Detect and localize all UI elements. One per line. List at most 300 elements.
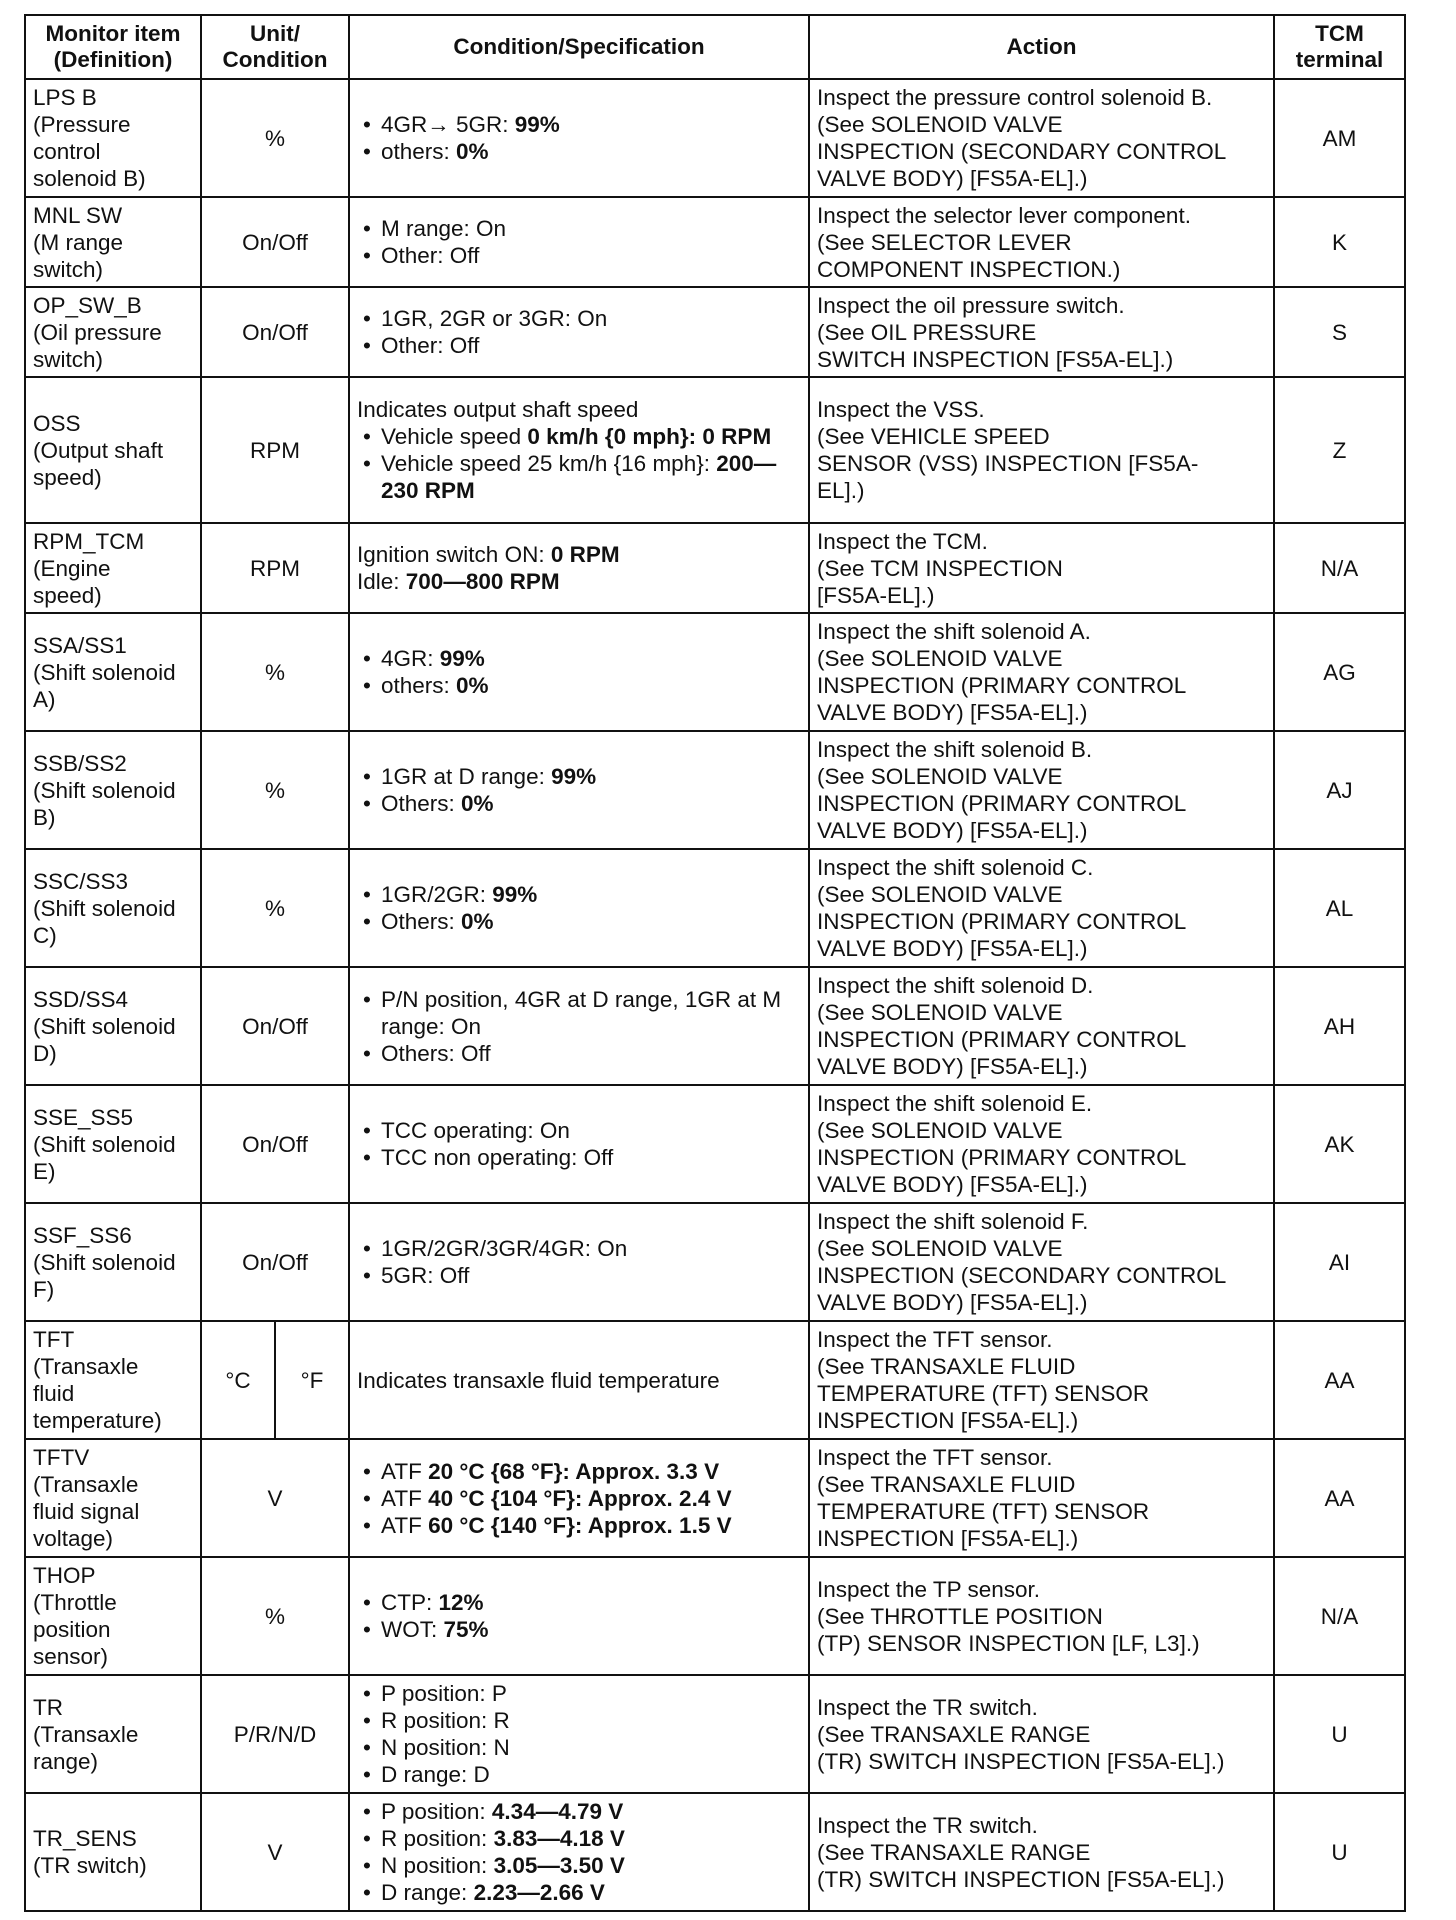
action-line: INSPECTION [FS5A-EL].) [817, 1408, 1079, 1433]
monitor-item-cell [25, 1439, 201, 1557]
monitor-item-definition: (Output shaft [33, 437, 164, 463]
monitor-item-cell [25, 1675, 201, 1793]
action-line: (See VEHICLE SPEED [817, 424, 1050, 449]
condition-text: R position: R [381, 1708, 510, 1733]
monitor-item-definition: A) [33, 686, 56, 712]
action-line: Inspect the oil pressure switch. [817, 292, 1125, 318]
table-row [25, 1439, 1405, 1557]
action-cell [809, 1321, 1274, 1439]
unit-cell: % [201, 613, 349, 731]
condition-text: P position: [381, 1799, 492, 1824]
condition-value: 0 km/h {0 mph}: 0 RPM [527, 424, 772, 449]
monitor-item-cell [25, 849, 201, 967]
monitor-item-definition: (Shift solenoid [33, 1249, 176, 1275]
table-body [25, 79, 1405, 1911]
list-item [381, 1680, 801, 1707]
table-row [25, 79, 1405, 197]
action-line: Inspect the TP sensor. [817, 1576, 1041, 1602]
action-line: (See TRANSAXLE RANGE [817, 1839, 1091, 1865]
unit-cell: On/Off [201, 1203, 349, 1321]
list-item [381, 1798, 801, 1825]
monitor-item-name: SSF_SS6 [33, 1222, 132, 1248]
action-line: Inspect the TCM. [817, 528, 988, 554]
unit-cell: On/Off [201, 967, 349, 1085]
condition-list [357, 423, 801, 504]
condition-cell [349, 1085, 809, 1203]
list-item [381, 790, 801, 817]
unit-cell: On/Off [201, 287, 349, 377]
condition-text: Others: Off [381, 1040, 491, 1066]
condition-cell [349, 613, 809, 731]
action-line: Inspect the shift solenoid D. [817, 973, 1094, 998]
monitor-item-name: LPS B [33, 85, 97, 110]
action-line: (See THROTTLE POSITION [817, 1603, 1103, 1629]
condition-value: 40 °C {104 °F}: Approx. 2.4 V [428, 1485, 732, 1511]
condition-value: 2.23—2.66 V [473, 1880, 605, 1905]
action-line: (TR) SWITCH INSPECTION [FS5A-EL].) [817, 1748, 1225, 1774]
list-item [381, 423, 801, 450]
table-row [25, 1557, 1405, 1675]
list-item [381, 450, 801, 504]
monitor-item-cell [25, 377, 201, 523]
condition-cell [349, 967, 809, 1085]
condition-value: 60 °C {140 °F}: Approx. 1.5 V [428, 1512, 732, 1538]
list-item [381, 672, 801, 699]
monitor-item-definition: D) [33, 1040, 57, 1066]
spec-page [24, 14, 1404, 1912]
condition-text: P position: P [381, 1681, 507, 1706]
monitor-item-definition: (Throttle [33, 1590, 117, 1615]
condition-text: Other: Off [381, 333, 480, 358]
action-line: INSPECTION (PRIMARY CONTROL [817, 909, 1187, 934]
action-line: Inspect the TR switch. [817, 1812, 1038, 1838]
list-item [381, 1761, 801, 1788]
list-item [381, 1589, 801, 1616]
condition-value: 0% [456, 139, 489, 164]
table-row [25, 1675, 1405, 1793]
tcm-terminal-cell: AM [1274, 79, 1405, 197]
condition-text: P/N position, 4GR at D range, 1GR at M range: On [381, 986, 782, 1039]
header-text: TCM [1315, 21, 1364, 46]
condition-value: 200—230 RPM [381, 451, 777, 503]
tcm-terminal-cell: AA [1274, 1321, 1405, 1439]
action-cell [809, 1203, 1274, 1321]
unit-cell: On/Off [201, 1085, 349, 1203]
list-item [381, 763, 801, 790]
list-item [381, 1262, 801, 1289]
monitor-item-definition: (Shift solenoid [33, 1013, 176, 1039]
condition-text: 5GR: Off [381, 1263, 470, 1288]
condition-cell [349, 1793, 809, 1911]
tcm-terminal-cell: Z [1274, 377, 1405, 523]
action-line: INSPECTION (PRIMARY CONTROL [817, 673, 1187, 698]
action-line: Inspect the TFT sensor. [817, 1445, 1053, 1470]
list-item [381, 908, 801, 935]
list-item [381, 986, 801, 1040]
condition-cell [349, 1557, 809, 1675]
condition-text: Ignition switch ON: [357, 542, 551, 567]
condition-text: Indicates output shaft speed [357, 397, 639, 422]
list-item [381, 242, 801, 269]
table-row [25, 377, 1405, 523]
condition-text: 1GR/2GR/3GR/4GR: On [381, 1236, 628, 1261]
monitor-item-cell [25, 967, 201, 1085]
monitor-item-cell [25, 79, 201, 197]
monitor-item-definition: (Shift solenoid [33, 659, 176, 685]
unit-cell: V [201, 1439, 349, 1557]
action-line: VALVE BODY) [FS5A-EL].) [817, 1054, 1088, 1079]
action-line: [FS5A-EL].) [817, 582, 935, 608]
action-line: SWITCH INSPECTION [FS5A-EL].) [817, 346, 1174, 372]
action-cell [809, 967, 1274, 1085]
action-line: Inspect the shift solenoid E. [817, 1091, 1093, 1116]
condition-text: Others: [381, 791, 462, 816]
monitor-item-name: SSC/SS3 [33, 868, 129, 894]
condition-text: ATF [381, 1485, 429, 1511]
monitor-item-definition: position [33, 1617, 111, 1642]
list-item [381, 1235, 801, 1262]
tcm-terminal-cell: K [1274, 197, 1405, 287]
monitor-item-cell [25, 1203, 201, 1321]
action-line: (See SOLENOID VALVE [817, 1236, 1063, 1261]
condition-text: 1GR, 2GR or 3GR: On [381, 306, 608, 331]
list-item [381, 215, 801, 242]
monitor-item-definition: solenoid B) [33, 166, 146, 191]
unit-cell: % [201, 1557, 349, 1675]
monitor-item-name: THOP [33, 1563, 96, 1588]
action-line: INSPECTION (PRIMARY CONTROL [817, 1027, 1187, 1052]
monitor-item-definition: temperature) [33, 1408, 162, 1433]
action-line: COMPONENT INSPECTION.) [817, 256, 1121, 282]
action-line: Inspect the TR switch. [817, 1694, 1038, 1720]
tcm-terminal-cell: AK [1274, 1085, 1405, 1203]
condition-value: 0% [461, 791, 494, 816]
action-line: (See SOLENOID VALVE [817, 646, 1063, 671]
unit-cell: % [201, 849, 349, 967]
condition-list [357, 763, 801, 817]
list-item [381, 1144, 801, 1171]
action-cell [809, 377, 1274, 523]
table-row [25, 1203, 1405, 1321]
unit-cell: RPM [201, 377, 349, 523]
action-line: Inspect the shift solenoid F. [817, 1209, 1089, 1234]
list-item [381, 1825, 801, 1852]
condition-list [357, 645, 801, 699]
list-item [381, 1512, 801, 1539]
monitor-item-cell [25, 1557, 201, 1675]
list-item [381, 1458, 801, 1485]
list-item [381, 111, 801, 138]
monitor-item-definition: control [33, 139, 101, 164]
action-line: TEMPERATURE (TFT) SENSOR [817, 1381, 1150, 1406]
action-line: VALVE BODY) [FS5A-EL].) [817, 1290, 1088, 1315]
monitor-item-definition: (TR switch) [33, 1853, 147, 1878]
header-text: Unit/ [250, 21, 300, 46]
list-item [381, 1117, 801, 1144]
action-line: (See SOLENOID VALVE [817, 764, 1063, 789]
condition-list [357, 1589, 801, 1643]
tcm-terminal-cell: N/A [1274, 1557, 1405, 1675]
action-cell [809, 1085, 1274, 1203]
header-text: Condition [222, 47, 328, 72]
condition-text: Vehicle speed [381, 424, 528, 449]
tcm-terminal-cell: AA [1274, 1439, 1405, 1557]
action-line: (TR) SWITCH INSPECTION [FS5A-EL].) [817, 1866, 1225, 1892]
condition-cell [349, 1675, 809, 1793]
action-line: SENSOR (VSS) INSPECTION [FS5A- [817, 451, 1199, 476]
condition-text: R position: [381, 1826, 494, 1851]
condition-cell [349, 731, 809, 849]
table-row [25, 1085, 1405, 1203]
condition-cell [349, 197, 809, 287]
table-row [25, 1321, 1405, 1439]
monitor-item-definition: B) [33, 804, 56, 830]
monitor-item-cell [25, 1793, 201, 1911]
condition-cell [349, 79, 809, 197]
condition-cell [349, 1203, 809, 1321]
monitor-item-definition: sensor) [33, 1644, 109, 1669]
monitor-item-name: TR [33, 1694, 63, 1720]
condition-list [357, 1235, 801, 1289]
header-text: Monitor item [45, 21, 181, 46]
action-line: (See TRANSAXLE RANGE [817, 1721, 1091, 1747]
monitor-item-cell [25, 731, 201, 849]
tcm-terminal-cell: AL [1274, 849, 1405, 967]
list-item [381, 1616, 801, 1643]
tcm-terminal-cell: U [1274, 1675, 1405, 1793]
action-line: Inspect the shift solenoid A. [817, 619, 1091, 644]
action-cell [809, 1439, 1274, 1557]
list-item [381, 1485, 801, 1512]
tcm-terminal-cell: U [1274, 1793, 1405, 1911]
monitor-item-definition: speed) [33, 464, 102, 490]
action-line: INSPECTION [FS5A-EL].) [817, 1526, 1079, 1551]
condition-value: 3.05—3.50 V [493, 1853, 625, 1878]
condition-value: 12% [438, 1590, 484, 1615]
header-action: Action [809, 15, 1274, 79]
monitor-item-name: OP_SW_B [33, 292, 142, 318]
list-item [381, 881, 801, 908]
list-item [381, 1040, 801, 1067]
action-cell [809, 197, 1274, 287]
table-row [25, 613, 1405, 731]
condition-text: M range: On [381, 216, 507, 241]
condition-list [357, 305, 801, 359]
monitor-item-cell [25, 523, 201, 613]
monitor-item-name: SSB/SS2 [33, 750, 127, 776]
action-line: (See TCM INSPECTION [817, 555, 1063, 581]
monitor-item-table [24, 14, 1406, 1912]
list-item [381, 1707, 801, 1734]
condition-list [357, 986, 801, 1067]
condition-value: 75% [443, 1617, 489, 1642]
list-item [381, 138, 801, 165]
tcm-terminal-cell: AG [1274, 613, 1405, 731]
condition-text: TCC operating: On [381, 1118, 570, 1143]
monitor-item-cell [25, 197, 201, 287]
condition-text: D range: D [381, 1762, 490, 1787]
condition-cell [349, 377, 809, 523]
monitor-item-definition: (Shift solenoid [33, 777, 176, 803]
unit-cell: P/R/N/D [201, 1675, 349, 1793]
condition-text: ATF [381, 1458, 429, 1484]
list-item [381, 332, 801, 359]
condition-list [357, 881, 801, 935]
list-item [381, 1879, 801, 1906]
header-tcm-terminal [1274, 15, 1405, 79]
condition-text: ATF [381, 1512, 429, 1538]
condition-text: Indicates transaxle fluid temperature [357, 1367, 720, 1393]
action-line: EL].) [817, 478, 865, 503]
action-cell [809, 1557, 1274, 1675]
condition-value: 0 RPM [550, 542, 620, 567]
header-text: terminal [1295, 47, 1384, 72]
monitor-item-definition: C) [33, 922, 57, 948]
monitor-item-definition: switch) [33, 346, 104, 372]
table-row [25, 197, 1405, 287]
monitor-item-definition: F) [33, 1276, 55, 1302]
monitor-item-definition: (Transaxle [33, 1354, 139, 1379]
condition-list [357, 1680, 801, 1788]
action-line: (See TRANSAXLE FLUID [817, 1354, 1076, 1379]
action-line: Inspect the shift solenoid C. [817, 855, 1094, 880]
action-cell [809, 613, 1274, 731]
action-line: Inspect the VSS. [817, 397, 985, 422]
monitor-item-cell [25, 613, 201, 731]
condition-value: 99% [551, 764, 597, 789]
header-monitor-item [25, 15, 201, 79]
table-header-row [25, 15, 1405, 79]
condition-text: others: [381, 139, 457, 164]
monitor-item-definition: switch) [33, 256, 104, 282]
unit-celsius: °C [201, 1321, 275, 1439]
action-cell [809, 731, 1274, 849]
monitor-item-definition: (Transaxle [33, 1472, 139, 1497]
action-line: (See SOLENOID VALVE [817, 882, 1063, 907]
monitor-item-definition: (Transaxle [33, 1721, 139, 1747]
unit-cell: V [201, 1793, 349, 1911]
action-cell [809, 79, 1274, 197]
header-text: (Definition) [53, 47, 173, 72]
table-row [25, 849, 1405, 967]
monitor-item-cell [25, 1321, 201, 1439]
monitor-item-definition: fluid [33, 1381, 75, 1406]
condition-value: 99% [492, 882, 538, 907]
condition-line [357, 541, 801, 568]
monitor-item-definition: range) [33, 1748, 99, 1774]
condition-text: others: [381, 673, 457, 698]
condition-cell [349, 849, 809, 967]
condition-text: Vehicle speed 25 km/h {16 mph}: [381, 451, 717, 476]
monitor-item-name: RPM_TCM [33, 528, 145, 554]
condition-list [357, 1798, 801, 1906]
condition-cell [349, 1321, 809, 1439]
condition-text: 1GR/2GR: [381, 882, 493, 907]
action-line: VALVE BODY) [FS5A-EL].) [817, 700, 1088, 725]
action-line: (See TRANSAXLE FLUID [817, 1472, 1076, 1497]
unit-fahrenheit: °F [275, 1321, 349, 1439]
action-line: (TP) SENSOR INSPECTION [LF, L3].) [817, 1630, 1200, 1656]
condition-value: 20 °C {68 °F}: Approx. 3.3 V [428, 1458, 720, 1484]
action-line: Inspect the pressure control solenoid B. [817, 85, 1213, 110]
action-line: (See SELECTOR LEVER [817, 229, 1072, 255]
monitor-item-definition: (M range [33, 229, 124, 255]
monitor-item-definition: (Pressure [33, 112, 131, 137]
monitor-item-definition: (Shift solenoid [33, 895, 176, 921]
unit-cell: On/Off [201, 197, 349, 287]
monitor-item-name: TFTV [33, 1445, 90, 1470]
condition-cell [349, 287, 809, 377]
condition-value: 99% [439, 646, 485, 671]
condition-value: 700—800 RPM [405, 569, 560, 594]
condition-value: 0% [456, 673, 489, 698]
condition-value: 99% [514, 112, 560, 137]
condition-list [357, 1117, 801, 1171]
monitor-item-name: SSD/SS4 [33, 986, 129, 1012]
table-row [25, 731, 1405, 849]
monitor-item-definition: (Oil pressure [33, 319, 162, 345]
action-line: Inspect the shift solenoid B. [817, 737, 1093, 762]
condition-text: 4GR→ 5GR: [381, 112, 515, 137]
action-cell [809, 1675, 1274, 1793]
condition-line [357, 396, 801, 423]
tcm-terminal-cell: S [1274, 287, 1405, 377]
monitor-item-name: SSA/SS1 [33, 632, 127, 658]
table-row [25, 287, 1405, 377]
condition-text: Others: [381, 909, 462, 934]
action-line: (See SOLENOID VALVE [817, 1000, 1063, 1025]
monitor-item-name: MNL SW [33, 202, 123, 228]
action-line: VALVE BODY) [FS5A-EL].) [817, 818, 1088, 843]
monitor-item-name: OSS [33, 410, 81, 436]
monitor-item-cell [25, 287, 201, 377]
header-condition-specification: Condition/Specification [349, 15, 809, 79]
header-unit-condition [201, 15, 349, 79]
unit-cell: RPM [201, 523, 349, 613]
monitor-item-definition: E) [33, 1158, 56, 1184]
action-line: Inspect the selector lever component. [817, 202, 1191, 228]
list-item [381, 305, 801, 332]
condition-text: 1GR at D range: [381, 764, 552, 789]
action-line: (See SOLENOID VALVE [817, 1118, 1063, 1143]
condition-list [357, 1458, 801, 1539]
condition-text: N position: N [381, 1735, 510, 1760]
table-row [25, 1793, 1405, 1911]
condition-value: 3.83—4.18 V [493, 1826, 625, 1851]
list-item [381, 645, 801, 672]
tcm-terminal-cell: AJ [1274, 731, 1405, 849]
action-line: VALVE BODY) [FS5A-EL].) [817, 166, 1088, 191]
action-line: INSPECTION (SECONDARY CONTROL [817, 1263, 1227, 1288]
action-cell [809, 1793, 1274, 1911]
monitor-item-name: SSE_SS5 [33, 1104, 134, 1130]
monitor-item-definition: (Shift solenoid [33, 1131, 176, 1157]
tcm-terminal-cell: N/A [1274, 523, 1405, 613]
unit-cell: % [201, 79, 349, 197]
condition-value: 4.34—4.79 V [491, 1799, 624, 1824]
condition-text: 4GR: [381, 646, 440, 671]
condition-text: D range: [381, 1880, 474, 1905]
action-cell [809, 523, 1274, 613]
condition-text: N position: [381, 1853, 494, 1878]
action-line: INSPECTION (SECONDARY CONTROL [817, 139, 1227, 164]
condition-text: Idle: [357, 569, 406, 594]
action-line: (See SOLENOID VALVE [817, 112, 1063, 137]
action-line: VALVE BODY) [FS5A-EL].) [817, 936, 1088, 961]
condition-list [357, 111, 801, 165]
monitor-item-name: TFT [33, 1327, 75, 1352]
monitor-item-definition: (Engine [33, 555, 111, 581]
